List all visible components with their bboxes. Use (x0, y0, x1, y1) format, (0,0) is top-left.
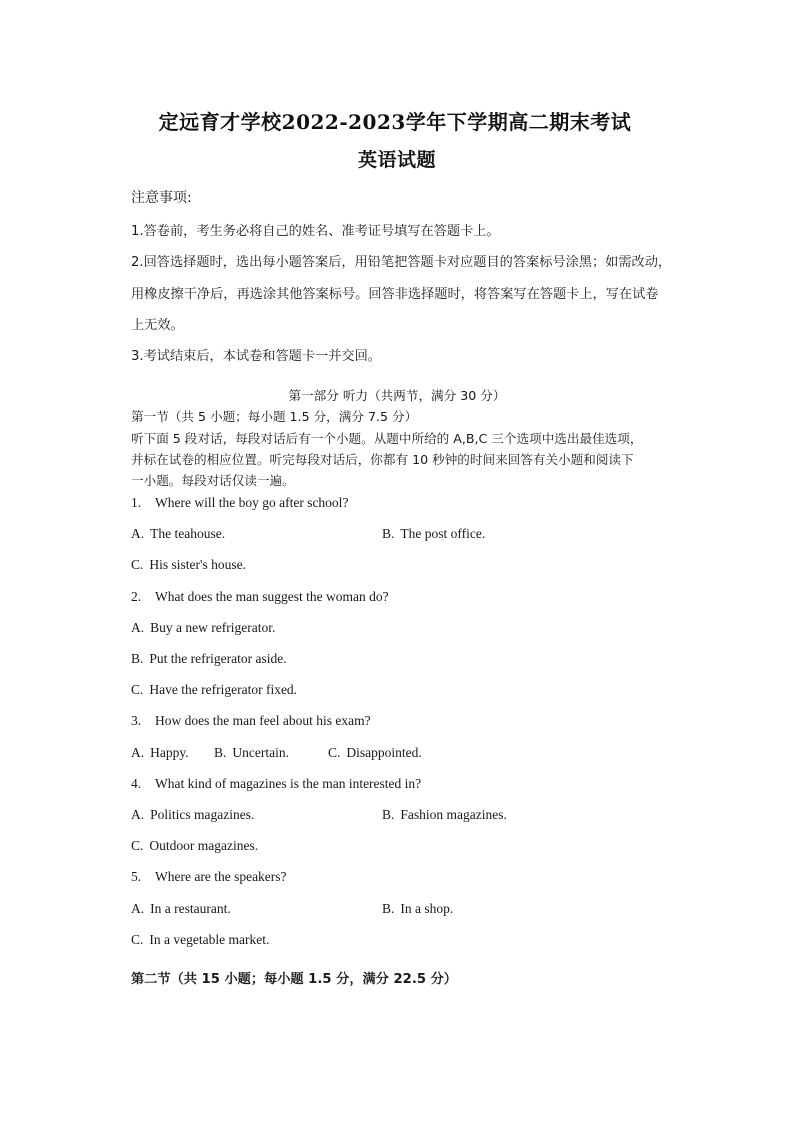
question-1 (131, 495, 348, 511)
notice-item: 上无效。 (131, 318, 184, 333)
question-number: 5. (131, 869, 142, 884)
option-b (382, 807, 507, 823)
option-letter: C. (131, 838, 144, 853)
option-letter: A. (131, 807, 145, 822)
question-2 (131, 589, 389, 605)
option-text: In a shop. (400, 901, 454, 916)
option-text: The post office. (400, 526, 486, 541)
question-number: 3. (131, 713, 142, 728)
option-letter: C. (131, 932, 144, 947)
option-c (328, 745, 422, 761)
section1-heading: 第一节（共 5 小题；每小题 1.5 分，满分 7.5 分） (131, 409, 418, 424)
option-a (131, 745, 189, 761)
instructions-line: 并标在试卷的相应位置。听完每段对话后，你都有 10 秒钟的时间来回答有关小题和阅读下 (131, 452, 634, 467)
option-c (131, 932, 269, 948)
instructions-line: 一小题。每段对话仅读一遍。 (131, 473, 295, 488)
part1-heading: 第一部分 听力（共两节，满分 30 分） (288, 388, 506, 403)
option-letter: C. (131, 682, 144, 697)
option-letter: B. (382, 526, 395, 541)
option-text: His sister's house. (149, 557, 246, 572)
notice-heading: 注意事项: (131, 190, 192, 206)
question-text: Where are the speakers? (155, 869, 287, 884)
option-c (131, 557, 246, 573)
option-a (131, 901, 231, 917)
option-text: Have the refrigerator fixed. (149, 682, 298, 697)
option-text: Buy a new refrigerator. (150, 620, 276, 635)
option-text: In a restaurant. (150, 901, 231, 916)
option-letter: A. (131, 620, 145, 635)
notice-item: 用橡皮擦干净后，再选涂其他答案标号。回答非选择题时，将答案写在答题卡上，写在试卷 (131, 287, 659, 302)
question-number: 4. (131, 776, 142, 791)
option-a (131, 526, 225, 542)
exam-subtitle: 英语试题 (357, 149, 436, 171)
question-number: 1. (131, 495, 142, 510)
option-text: Happy. (150, 745, 189, 760)
exam-title: 定远育才学校2022-2023学年下学期高二期末考试 (158, 110, 632, 134)
option-text: Put the refrigerator aside. (149, 651, 287, 666)
option-c (131, 682, 297, 698)
option-letter: C. (131, 557, 144, 572)
instructions-line: 听下面 5 段对话，每段对话后有一个小题。从题中所给的 A,B,C 三个选项中选出最佳选项， (131, 431, 643, 446)
option-text: Disappointed. (346, 745, 422, 760)
option-a (131, 620, 275, 636)
option-c (131, 838, 258, 854)
option-letter: B. (382, 807, 395, 822)
question-text: How does the man feel about his exam? (155, 713, 371, 728)
question-number: 2. (131, 589, 142, 604)
option-text: The teahouse. (150, 526, 226, 541)
option-b (131, 651, 287, 667)
option-text: Politics magazines. (150, 807, 255, 822)
option-letter: B. (382, 901, 395, 916)
option-a (131, 807, 254, 823)
option-b (382, 901, 453, 917)
question-5 (131, 869, 287, 885)
question-4 (131, 776, 421, 792)
section2-heading: 第二节（共 15 小题；每小题 1.5 分，满分 22.5 分） (131, 972, 457, 987)
option-letter: C. (328, 745, 341, 760)
notice-item: 2.回答选择题时，选出每小题答案后，用铅笔把答题卡对应题目的答案标号涂黑；如需改动， (131, 255, 672, 270)
question-text: What kind of magazines is the man interested in? (155, 776, 422, 791)
question-3 (131, 713, 371, 729)
option-b (382, 526, 485, 542)
option-letter: A. (131, 901, 145, 916)
option-text: Uncertain. (232, 745, 289, 760)
question-text: What does the man suggest the woman do? (155, 589, 389, 604)
option-letter: A. (131, 745, 145, 760)
notice-item: 1.答卷前，考生务必将自己的姓名、准考证号填写在答题卡上。 (131, 224, 500, 239)
option-letter: A. (131, 526, 145, 541)
question-text: Where will the boy go after school? (155, 495, 349, 510)
option-b (214, 745, 289, 761)
option-text: Outdoor magazines. (149, 838, 259, 853)
option-letter: B. (214, 745, 227, 760)
notice-item: 3.考试结束后，本试卷和答题卡一并交回。 (131, 349, 381, 364)
option-text: Fashion magazines. (400, 807, 507, 822)
option-letter: B. (131, 651, 144, 666)
option-text: In a vegetable market. (149, 932, 270, 947)
